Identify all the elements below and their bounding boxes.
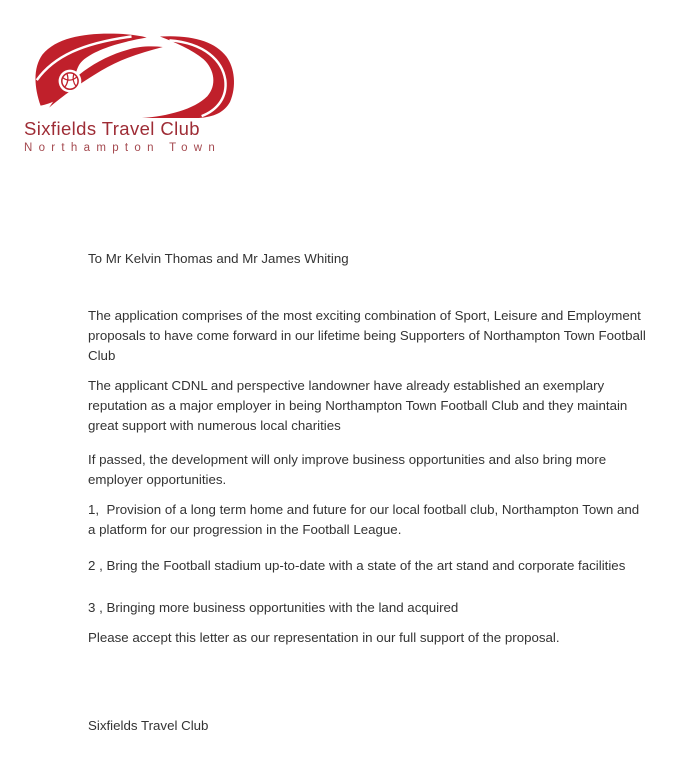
closing-line: Please accept this letter as our representation in our full support of the proposal. bbox=[88, 630, 560, 645]
salutation: To Mr Kelvin Thomas and Mr James Whiting bbox=[88, 251, 349, 266]
numbered-point: 2 , Bring the Football stadium up-to-date with a state of the art stand and corporate facilities bbox=[88, 558, 626, 573]
paragraph: If passed, the development will only improve business opportunities and also bring more employer opportunities. bbox=[88, 452, 610, 487]
numbered-point: 1, Provision of a long term home and future for our local football club, Northampton Town and a platform for our progression in the Football League. bbox=[88, 502, 643, 537]
paragraph: The application comprises of the most exciting combination of Sport, Leisure and Employment proposals to have come forward in our lifetime being Supporters of Northampton Town Football Club bbox=[88, 308, 650, 363]
roads-swoosh-graphic bbox=[24, 28, 240, 118]
club-name: Sixfields Travel Club bbox=[24, 118, 200, 139]
football-icon bbox=[59, 70, 82, 93]
signature: Sixfields Travel Club bbox=[88, 718, 209, 733]
letter-body bbox=[88, 249, 650, 736]
club-logo bbox=[24, 28, 240, 156]
numbered-point: 3 , Bringing more business opportunities with the land acquired bbox=[88, 600, 459, 615]
club-subtitle: Northampton Town bbox=[24, 142, 222, 154]
paragraph: The applicant CDNL and perspective landowner have already established an exemplary reputation as a major employer in being Northampton Town Football Club and they maintain great support with numerous local charities bbox=[88, 378, 632, 433]
